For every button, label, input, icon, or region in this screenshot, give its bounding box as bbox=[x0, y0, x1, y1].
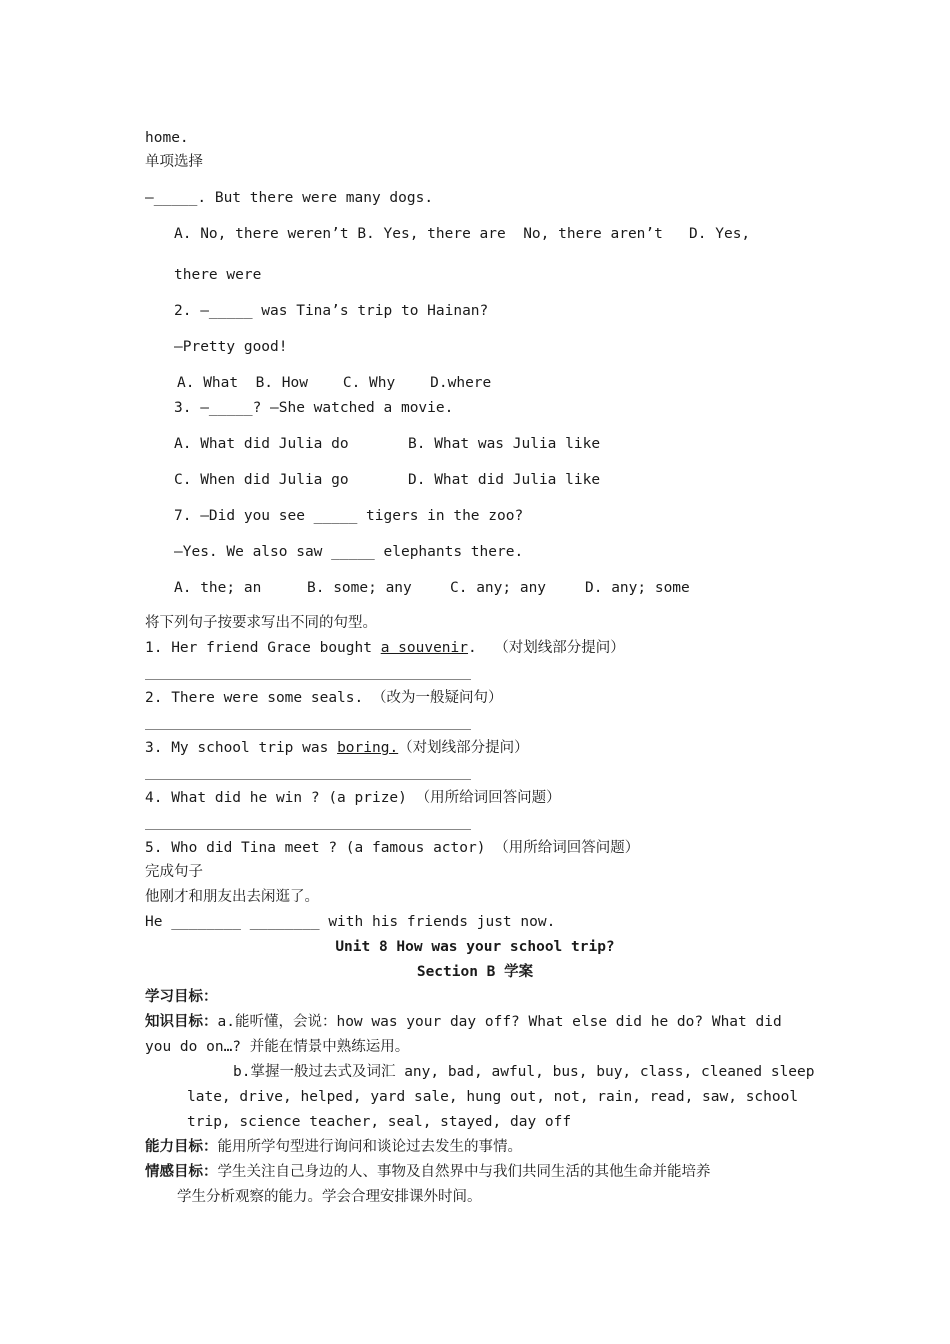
rewrite-sentence-4: 4. What did he win ? (a prize) （用所给词回答问题） bbox=[145, 790, 561, 806]
rewrite-3-pre: 3. My school trip was bbox=[145, 740, 338, 756]
rewrite-sentence-1 bbox=[145, 638, 625, 658]
q1-options: A. No, there weren’t B. Yes, there are No, there aren’t D. Yes, bbox=[174, 226, 751, 242]
q7-stem: 7. —Did you see _____ tigers in the zoo? bbox=[174, 508, 524, 524]
knowledge-goal-b-2: late, drive, helped, yard sale, hung out, not, rain, read, saw, school bbox=[187, 1089, 799, 1105]
q7-option-c: C. any; any bbox=[450, 580, 547, 596]
ability-goal bbox=[145, 1137, 522, 1157]
complete-sentence-english: He ________ ________ with his friends just now. bbox=[145, 914, 556, 930]
q3-option-d: D. What did Julia like bbox=[408, 472, 601, 488]
emotion-goal-text-2: 学生分析观察的能力。学会合理安排课外时间。 bbox=[177, 1189, 482, 1205]
q3-stem: 3. —_____? —She watched a movie. bbox=[174, 400, 454, 416]
knowledge-goal-b-1: b.掌握一般过去式及词汇 any, bad, awful, bus, buy, class, cleaned sleep bbox=[233, 1064, 815, 1080]
heading-rewrite: 将下列句子按要求写出不同的句型。 bbox=[145, 615, 377, 631]
q1-options-cont: there were bbox=[174, 267, 262, 283]
knowledge-goal-a-1: a.能听懂，会说：how was your day off? What else did he do? What did bbox=[217, 1014, 782, 1030]
ability-goal-label: 能力目标： bbox=[145, 1139, 218, 1155]
emotion-goal-text-1: 学生关注自己身边的人、事物及自然界中与我们共同生活的其他生命并能培养 bbox=[217, 1164, 711, 1180]
rewrite-sentence-5: 5. Who did Tina meet ? (a famous actor) （用所给词回答问题） bbox=[145, 840, 640, 856]
knowledge-goal-line-1 bbox=[145, 1012, 782, 1032]
continued-text: home. bbox=[145, 130, 189, 146]
answer-line-3 bbox=[145, 779, 471, 780]
q7-option-b: B. some; any bbox=[307, 580, 412, 596]
unit-title: Unit 8 How was your school trip? bbox=[335, 939, 615, 955]
knowledge-goal-label: 知识目标： bbox=[145, 1014, 218, 1030]
heading-complete-sentence: 完成句子 bbox=[145, 864, 203, 880]
rewrite-1-pre: 1. Her friend Grace bought bbox=[145, 640, 381, 656]
rewrite-3-post: （对划线部分提问） bbox=[398, 740, 529, 756]
q3-option-a: A. What did Julia do bbox=[174, 436, 349, 452]
rewrite-1-post: . （对划线部分提问） bbox=[468, 640, 625, 656]
q1-stem: —_____. But there were many dogs. bbox=[145, 190, 434, 206]
q7-option-d: D. any; some bbox=[585, 580, 690, 596]
goals-heading: 学习目标： bbox=[145, 989, 218, 1005]
q2-reply: —Pretty good! bbox=[174, 339, 288, 355]
emotion-goal bbox=[145, 1162, 711, 1182]
rewrite-3-underlined: boring. bbox=[337, 740, 399, 756]
q3-option-c: C. When did Julia go bbox=[174, 472, 349, 488]
rewrite-sentence-3 bbox=[145, 738, 529, 758]
q7-option-a: A. the; an bbox=[174, 580, 262, 596]
section-subtitle: Section B 学案 bbox=[416, 964, 534, 980]
emotion-goal-label: 情感目标： bbox=[145, 1164, 218, 1180]
knowledge-goal-b-3: trip, science teacher, seal, stayed, day off bbox=[187, 1114, 572, 1130]
q7-reply: —Yes. We also saw _____ elephants there. bbox=[174, 544, 524, 560]
heading-multiple-choice: 单项选择 bbox=[145, 154, 203, 170]
complete-sentence-chinese: 他刚才和朋友出去闲逛了。 bbox=[145, 889, 319, 905]
q2-options: A. What B. How C. Why D.where bbox=[177, 375, 492, 391]
rewrite-1-underlined: a souvenir bbox=[380, 640, 469, 656]
ability-goal-text: 能用所学句型进行询问和谈论过去发生的事情。 bbox=[217, 1139, 522, 1155]
answer-line-1 bbox=[145, 679, 471, 680]
rewrite-sentence-2: 2. There were some seals. （改为一般疑问句） bbox=[145, 690, 503, 706]
answer-line-2 bbox=[145, 729, 471, 730]
q3-option-b: B. What was Julia like bbox=[408, 436, 601, 452]
knowledge-goal-a-2: you do on…? 并能在情景中熟练运用。 bbox=[145, 1039, 410, 1055]
answer-line-4 bbox=[145, 829, 471, 830]
q2-stem: 2. —_____ was Tina’s trip to Hainan? bbox=[174, 303, 489, 319]
